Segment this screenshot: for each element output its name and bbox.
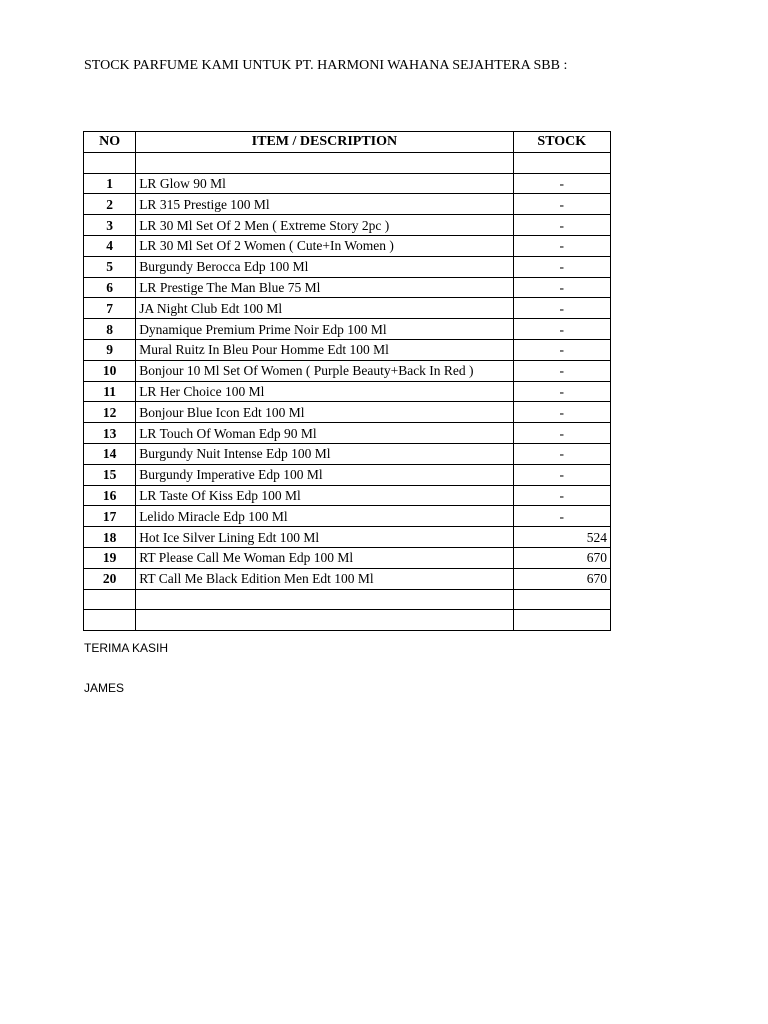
table-row [84,485,611,506]
item-description: Burgundy Nuit Intense Edp 100 Ml [136,443,513,464]
table-row [84,527,611,548]
stock-value: - [513,277,610,298]
table-row [84,277,611,298]
table-row [84,402,611,423]
stock-value: 524 [513,527,610,548]
empty-row [84,152,611,173]
row-number: 15 [84,464,136,485]
stock-value: - [513,381,610,402]
item-description: Hot Ice Silver Lining Edt 100 Ml [136,527,513,548]
empty-cell [136,610,513,631]
item-description: Dynamique Premium Prime Noir Edp 100 Ml [136,319,513,340]
row-number: 16 [84,485,136,506]
empty-cell [513,610,610,631]
row-number: 4 [84,235,136,256]
item-description: LR 30 Ml Set Of 2 Women ( Cute+In Women ) [136,235,513,256]
header-stock: STOCK [513,132,610,153]
table-row [84,547,611,568]
item-description: LR 315 Prestige 100 Ml [136,194,513,215]
table-body [84,152,611,630]
stock-value: - [513,485,610,506]
row-number: 5 [84,256,136,277]
stock-value: - [513,506,610,527]
empty-cell [84,152,136,173]
stock-table [83,131,611,631]
table-row [84,215,611,236]
stock-value: - [513,173,610,194]
table-row [84,319,611,340]
item-description: Lelido Miracle Edp 100 Ml [136,506,513,527]
empty-cell [136,152,513,173]
row-number: 20 [84,568,136,589]
item-description: LR Prestige The Man Blue 75 Ml [136,277,513,298]
item-description: Burgundy Berocca Edp 100 Ml [136,256,513,277]
item-description: LR Her Choice 100 Ml [136,381,513,402]
stock-value: - [513,194,610,215]
row-number: 2 [84,194,136,215]
stock-value: - [513,360,610,381]
row-number: 13 [84,423,136,444]
table-row [84,423,611,444]
item-description: LR Touch Of Woman Edp 90 Ml [136,423,513,444]
item-description: Burgundy Imperative Edp 100 Ml [136,464,513,485]
stock-value: - [513,464,610,485]
stock-value: - [513,256,610,277]
item-description: LR Taste Of Kiss Edp 100 Ml [136,485,513,506]
row-number: 10 [84,360,136,381]
row-number: 7 [84,298,136,319]
stock-value: - [513,339,610,360]
table-row [84,381,611,402]
stock-value: - [513,443,610,464]
table-row [84,568,611,589]
empty-cell [84,610,136,631]
item-description: RT Call Me Black Edition Men Edt 100 Ml [136,568,513,589]
signer-name: JAMES [84,681,125,695]
header-item-description: ITEM / DESCRIPTION [136,132,513,153]
row-number: 17 [84,506,136,527]
item-description: JA Night Club Edt 100 Ml [136,298,513,319]
empty-cell [84,589,136,610]
stock-value: - [513,319,610,340]
stock-value: - [513,215,610,236]
row-number: 14 [84,443,136,464]
table-row [84,298,611,319]
row-number: 11 [84,381,136,402]
table-row [84,443,611,464]
row-number: 8 [84,319,136,340]
item-description: Bonjour Blue Icon Edt 100 Ml [136,402,513,423]
stock-value: - [513,298,610,319]
table-row [84,464,611,485]
table-row [84,339,611,360]
empty-row [84,589,611,610]
row-number: 9 [84,339,136,360]
row-number: 3 [84,215,136,236]
item-description: Mural Ruitz In Bleu Pour Homme Edt 100 Ml [136,339,513,360]
empty-cell [513,152,610,173]
document-heading: STOCK PARFUME KAMI UNTUK PT. HARMONI WAHANA SEJAHTERA SBB : [84,58,568,73]
row-number: 19 [84,547,136,568]
table-row [84,360,611,381]
empty-row [84,610,611,631]
header-no: NO [84,132,136,153]
row-number: 12 [84,402,136,423]
empty-cell [513,589,610,610]
stock-value: - [513,423,610,444]
item-description: LR Glow 90 Ml [136,173,513,194]
stock-value: - [513,235,610,256]
stock-value: 670 [513,547,610,568]
item-description: LR 30 Ml Set Of 2 Men ( Extreme Story 2pc ) [136,215,513,236]
empty-cell [136,589,513,610]
table-row [84,235,611,256]
stock-value: 670 [513,568,610,589]
row-number: 1 [84,173,136,194]
closing-text: TERIMA KASIH [84,641,169,655]
table-header-row [84,132,611,153]
row-number: 6 [84,277,136,298]
item-description: RT Please Call Me Woman Edp 100 Ml [136,547,513,568]
table-row [84,256,611,277]
table-row [84,194,611,215]
item-description: Bonjour 10 Ml Set Of Women ( Purple Beauty+Back In Red ) [136,360,513,381]
row-number: 18 [84,527,136,548]
stock-value: - [513,402,610,423]
table-row [84,506,611,527]
table-row [84,173,611,194]
